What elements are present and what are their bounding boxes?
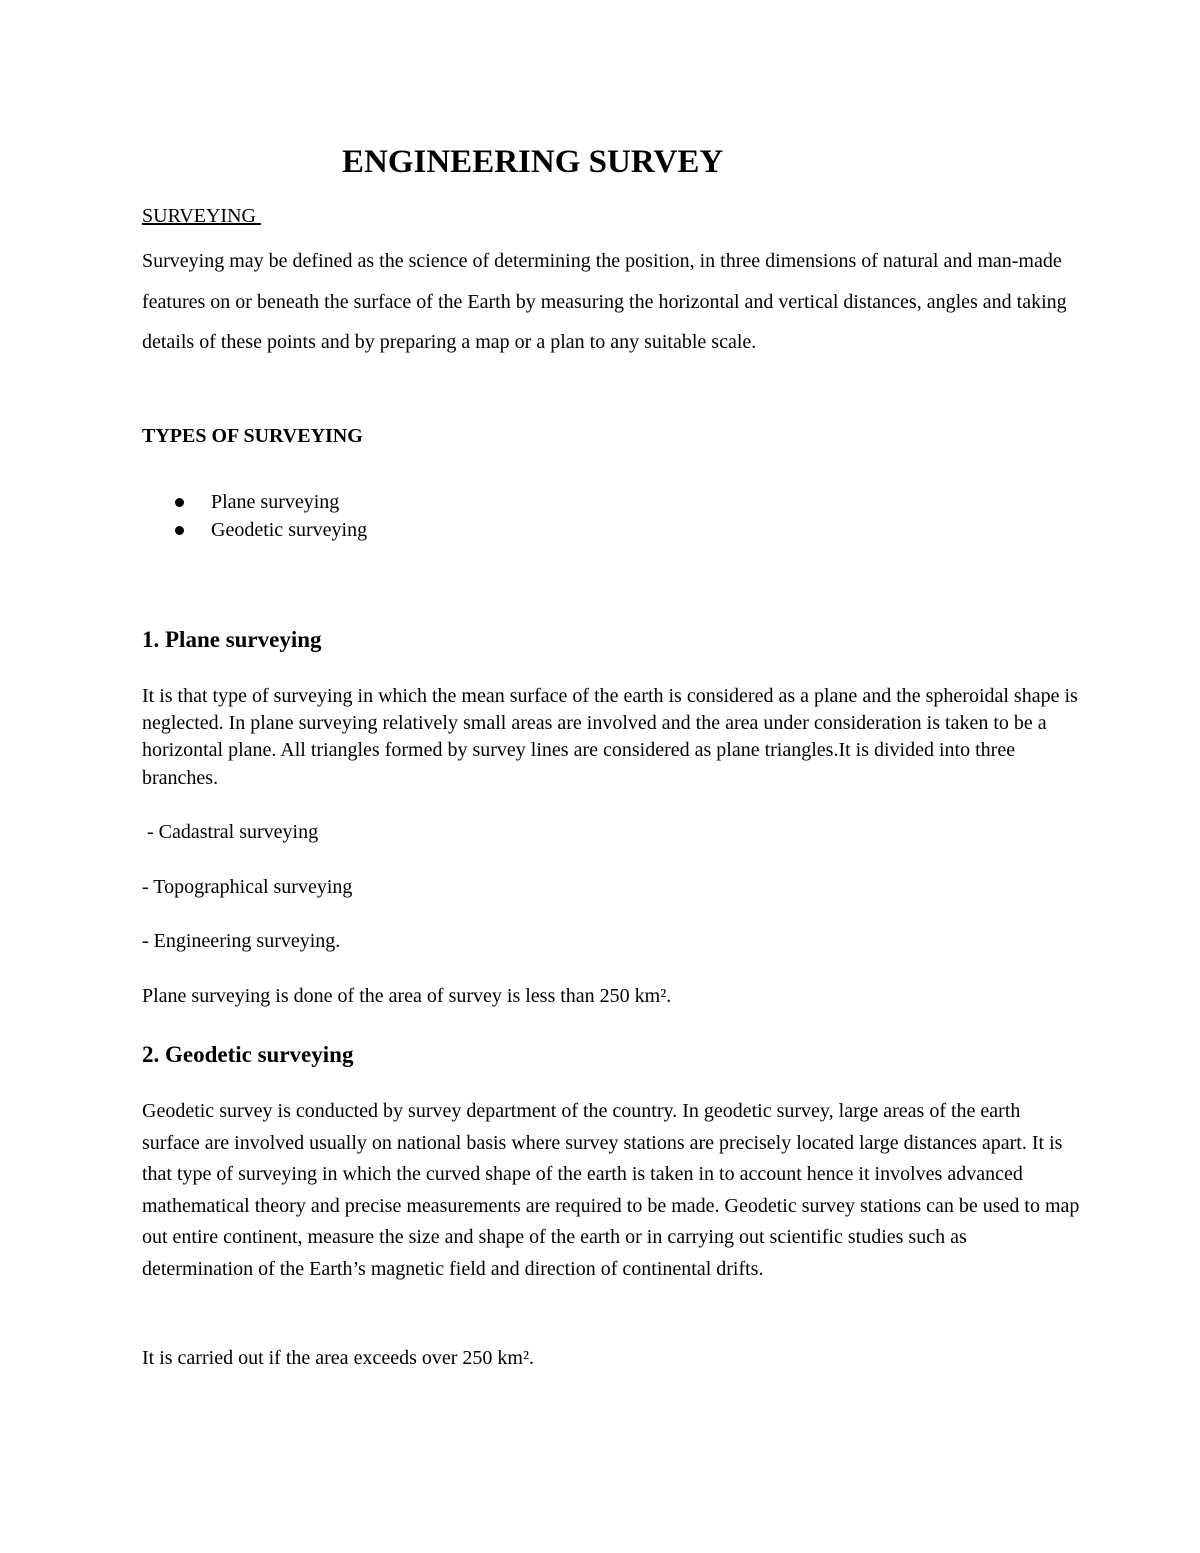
list-item-label: Geodetic surveying (211, 518, 368, 541)
plane-surveying-heading: 1. Plane surveying (142, 627, 322, 652)
geodetic-surveying-condition: It is carried out if the area exceeds over 250 km². (142, 1347, 534, 1369)
bullet-icon (175, 526, 184, 535)
branch-engineering: - Engineering surveying. (142, 930, 341, 952)
list-item (142, 489, 367, 517)
document-title: ENGINEERING SURVEY (342, 144, 724, 180)
geodetic-surveying-paragraph: Geodetic survey is conducted by survey department of the country. In geodetic survey, large areas of the earth surface are involved usually on national basis where survey stations are precisely located large distances apart. It is that type of surveying in which the curved shape of the earth is taken in to account hence it involves advanced mathematical theory and precise measurements are required to be made. Geodetic survey stations can be used to map out entire continent, measure the size and shape of the earth or in carrying out scientific studies such as determination of the Earth’s magnetic field and direction of continental drifts. (142, 1100, 1080, 1280)
plane-surveying-paragraph: It is that type of surveying in which the mean surface of the earth is considered as a plane and the spheroidal shape is neglected. In plane surveying relatively small areas are involved and the area under consideration is taken to be a horizontal plane. All triangles formed by survey lines are considered as plane triangles.It is divided into three branches. (142, 685, 1078, 789)
list-item (142, 517, 367, 545)
bullet-icon (175, 498, 184, 507)
plane-surveying-condition: Plane surveying is done of the area of survey is less than 250 km². (142, 985, 672, 1007)
branch-topographical: - Topographical surveying (142, 876, 353, 898)
branch-cadastral: - Cadastral surveying (142, 821, 319, 843)
geodetic-surveying-heading: 2. Geodetic surveying (142, 1042, 354, 1067)
surveying-heading: SURVEYING (142, 205, 261, 227)
intro-paragraph: Surveying may be defined as the science of determining the position, in three dimensions of natural and man-made features on or beneath the surface of the Earth by measuring the horizontal and vertical distances, angles and taking details of these points and by preparing a map or a plan to any suitable scale. (142, 250, 1067, 353)
list-item-label: Plane surveying (211, 491, 340, 513)
types-list (142, 489, 367, 544)
types-heading: TYPES OF SURVEYING (142, 425, 363, 447)
